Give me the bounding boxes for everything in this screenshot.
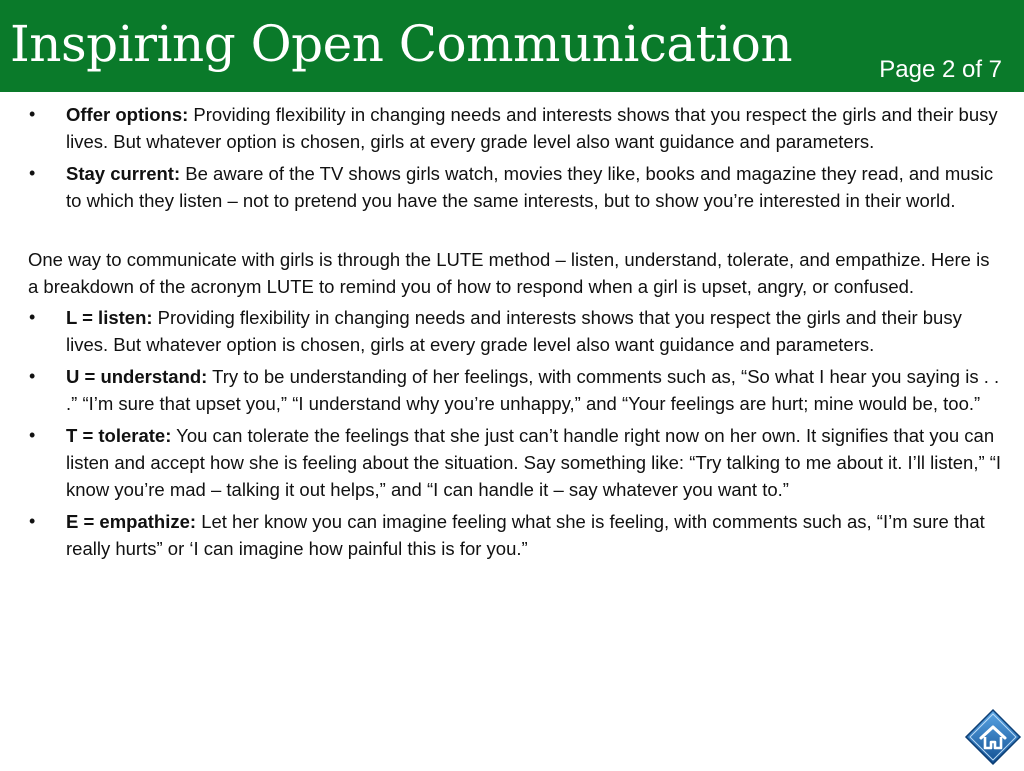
bullet-text: Be aware of the TV shows girls watch, movies they like, books and magazine they read, and music to which they listen – not to pretend you have the same interests, but to show you’re interested in their world. xyxy=(66,163,994,211)
page-title: Inspiring Open Communication xyxy=(10,15,793,73)
bullet-tolerate xyxy=(28,422,1003,503)
bullet-lead: U = understand: xyxy=(66,366,208,387)
bullet-empathize xyxy=(28,508,1003,562)
bullet-text: Providing flexibility in changing needs and interests shows that you respect the girls and their busy lives. But whatever option is chosen, girls at every grade level also want guidance and parameters. xyxy=(66,307,962,355)
bullet-lead: Offer options: xyxy=(66,104,189,125)
bullet-text: Providing flexibility in changing needs and interests shows that you respect the girls and their busy lives. But whatever option is chosen, girls at every grade level also want guidance and parameters. xyxy=(66,104,998,152)
bullet-list-top xyxy=(28,101,1003,214)
home-icon xyxy=(964,708,1022,766)
lute-intro-paragraph: One way to communicate with girls is through the LUTE method – listen, understand, tolerate, and empathize. Here is a breakdown of the acronym LUTE to remind you of how to respond when a girl is upset, angry, or confused. xyxy=(28,249,990,297)
bullet-understand xyxy=(28,363,1003,417)
bullet-text: Try to be understanding of her feelings, with comments such as, “So what I hear you saying is . . .” “I’m sure that upset you,” “I understand why you’re unhappy,” and “Your feelings are hurt; mine would be, too.” xyxy=(66,366,1000,414)
bullet-lead: E = empathize: xyxy=(66,511,197,532)
bullet-text: Let her know you can imagine feeling what she is feeling, with comments such as, “I’m sure that really hurts” or ‘I can imagine how painful this is for you.” xyxy=(66,511,985,559)
home-button[interactable] xyxy=(964,708,1022,766)
bullet-list-lute xyxy=(28,304,1003,562)
bullet-offer-options xyxy=(28,101,1003,155)
title-bar xyxy=(0,0,1024,92)
page-indicator: Page 2 of 7 xyxy=(879,56,1002,83)
bullet-listen xyxy=(28,304,1003,358)
bullet-text: You can tolerate the feelings that she just can’t handle right now on her own. It signifies that you can listen and accept how she is feeling about the situation. Say something like: “Try talking to me about it. I’ll listen,” “I know you’re mad – talking it out helps,” and “I can handle it – say whatever you want to.” xyxy=(66,425,1002,500)
bullet-lead: L = listen: xyxy=(66,307,153,328)
bullet-lead: T = tolerate: xyxy=(66,425,172,446)
bullet-lead: Stay current: xyxy=(66,163,181,184)
slide-content xyxy=(28,101,1003,567)
bullet-stay-current xyxy=(28,160,1003,214)
